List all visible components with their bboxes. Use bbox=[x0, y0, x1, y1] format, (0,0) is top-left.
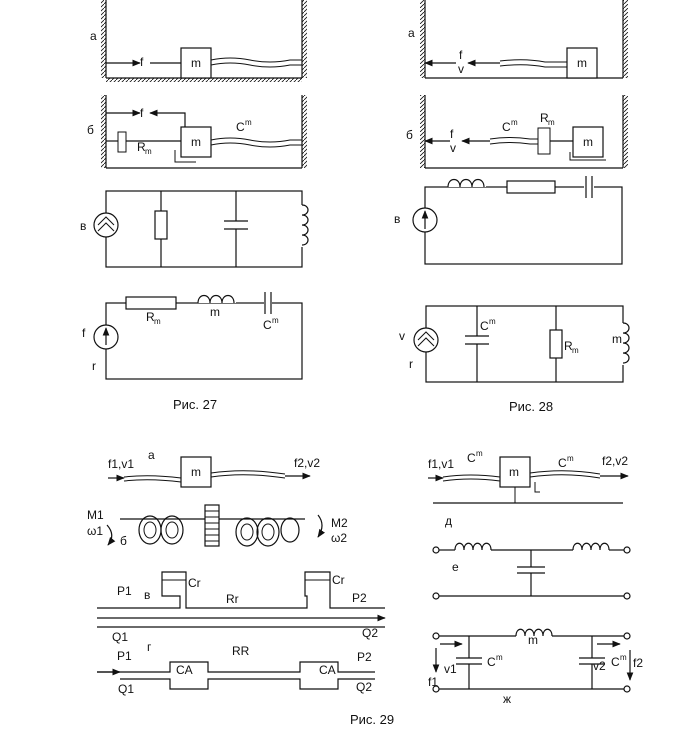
label-f: f bbox=[459, 48, 463, 62]
label-f1: f1 bbox=[428, 675, 439, 689]
label-Rm: R bbox=[540, 111, 549, 125]
resistor bbox=[550, 330, 562, 358]
pipe-bottom bbox=[120, 679, 375, 689]
mass-label: m bbox=[191, 465, 201, 479]
label-a: а bbox=[90, 29, 97, 43]
sub-m: m bbox=[154, 317, 161, 326]
label-M1: M1 bbox=[87, 508, 104, 522]
label-a: а bbox=[148, 448, 155, 462]
label-f2v2: f2,v2 bbox=[294, 456, 321, 470]
sup-m: m bbox=[476, 449, 483, 458]
label-CA: CA bbox=[176, 663, 193, 677]
label-v: v bbox=[458, 62, 464, 76]
mass-label: m bbox=[583, 135, 593, 149]
label-m: m bbox=[612, 332, 622, 346]
label-Rm: R bbox=[564, 339, 573, 353]
label-b: б bbox=[406, 128, 413, 142]
label-b: б bbox=[120, 534, 127, 548]
label-P1: P1 bbox=[117, 584, 132, 598]
label-f: f bbox=[140, 106, 144, 120]
fig28-a bbox=[408, 0, 628, 78]
terminal bbox=[433, 633, 439, 639]
label-b: б bbox=[87, 123, 94, 137]
terminal bbox=[433, 593, 439, 599]
label-Cm: C bbox=[487, 655, 496, 669]
torsion-spring-right bbox=[236, 518, 299, 546]
sub-m: m bbox=[572, 346, 579, 355]
damper bbox=[118, 132, 126, 152]
mass-label: m bbox=[191, 56, 201, 70]
label-f1v1: f1,v1 bbox=[428, 457, 455, 471]
mass-label: m bbox=[577, 56, 587, 70]
sup-m: m bbox=[245, 118, 252, 127]
spring-wire bbox=[124, 476, 181, 482]
spring-wire bbox=[211, 138, 302, 147]
terminal bbox=[433, 547, 439, 553]
torsion-spring-left bbox=[139, 516, 183, 544]
label-e: е bbox=[452, 560, 459, 574]
label-v: в bbox=[80, 219, 87, 233]
label-f: f bbox=[450, 127, 454, 141]
label-Cm: C bbox=[263, 318, 272, 332]
terminal bbox=[624, 547, 630, 553]
sup-m: m bbox=[567, 454, 574, 463]
fig29-left bbox=[87, 448, 385, 696]
label-v: v bbox=[399, 329, 405, 343]
fig28-v bbox=[394, 176, 622, 264]
sup-m: m bbox=[496, 653, 503, 662]
fig28-g bbox=[399, 306, 629, 382]
label-m: m bbox=[528, 633, 538, 647]
wall-right bbox=[302, 0, 307, 78]
label-v: в bbox=[394, 212, 401, 226]
label-m: m bbox=[210, 305, 220, 319]
label-a: а bbox=[408, 26, 415, 40]
label-Cm: C bbox=[467, 451, 476, 465]
label-RR: RR bbox=[232, 644, 250, 658]
spring-wire bbox=[500, 60, 567, 67]
spring-wire bbox=[211, 58, 302, 67]
sub-m: m bbox=[548, 118, 555, 127]
label-Cm: C bbox=[236, 120, 245, 134]
label-CA: CA bbox=[319, 663, 336, 677]
fig27-caption: Рис. 27 bbox=[173, 397, 218, 412]
label-f2: f2 bbox=[633, 656, 644, 670]
fig28-caption: Рис. 28 bbox=[509, 399, 554, 414]
label-w1: ω1 bbox=[87, 524, 104, 538]
label-f2v2: f2,v2 bbox=[602, 454, 629, 468]
label-Cm: C bbox=[611, 655, 620, 669]
fig27-v bbox=[80, 191, 308, 267]
label-w2: ω2 bbox=[331, 531, 348, 545]
label-f1v1: f1,v1 bbox=[108, 457, 135, 471]
label-g: г bbox=[147, 640, 152, 654]
sub-m: m bbox=[145, 147, 152, 156]
fig29-right bbox=[428, 449, 643, 706]
label-v: в bbox=[144, 588, 151, 602]
inductor bbox=[455, 543, 491, 550]
label-Cm: C bbox=[558, 456, 567, 470]
label-zh: ж bbox=[503, 692, 512, 706]
sup-m: m bbox=[489, 317, 496, 326]
label-Q2: Q2 bbox=[356, 680, 373, 694]
label-d: д bbox=[445, 514, 453, 528]
label-v2: v2 bbox=[593, 659, 606, 673]
label-Rm: R bbox=[146, 310, 155, 324]
resistor bbox=[507, 181, 555, 193]
label-Cm: C bbox=[502, 120, 511, 134]
fig27-g bbox=[82, 292, 302, 379]
label-Q1: Q1 bbox=[118, 682, 135, 696]
sup-m: m bbox=[620, 653, 627, 662]
label-v: v bbox=[450, 141, 456, 155]
label-f: f bbox=[140, 55, 144, 69]
wall-left bbox=[101, 0, 106, 78]
label-P2: P2 bbox=[357, 650, 372, 664]
label-f: f bbox=[82, 326, 86, 340]
fig28 bbox=[394, 0, 629, 414]
fig27-b bbox=[87, 95, 307, 168]
fig27 bbox=[80, 0, 308, 412]
mass-label: m bbox=[509, 465, 519, 479]
label-Cr: Cr bbox=[332, 573, 345, 587]
resistor bbox=[126, 297, 176, 309]
label-P1: P1 bbox=[117, 649, 132, 663]
terminal bbox=[624, 593, 630, 599]
resistor bbox=[155, 211, 167, 239]
sup-m: m bbox=[272, 316, 279, 325]
label-M2: M2 bbox=[331, 516, 348, 530]
label-Rm: R bbox=[137, 140, 146, 154]
label-v1: v1 bbox=[444, 662, 457, 676]
label-Rr: Rr bbox=[226, 592, 239, 606]
label-P2: P2 bbox=[352, 591, 367, 605]
label-r: r bbox=[409, 357, 413, 371]
label-Cr: Cr bbox=[188, 576, 201, 590]
label-r: r bbox=[92, 359, 96, 373]
fig28-b bbox=[406, 95, 628, 168]
mass-label: m bbox=[191, 135, 201, 149]
damper bbox=[538, 128, 550, 154]
label-Q2: Q2 bbox=[362, 626, 379, 640]
sup-m: m bbox=[511, 118, 518, 127]
terminal bbox=[624, 633, 630, 639]
terminal bbox=[624, 686, 630, 692]
fig27-a bbox=[90, 0, 307, 82]
label-Cm: C bbox=[480, 319, 489, 333]
inductor bbox=[573, 543, 609, 550]
fig29-caption: Рис. 29 bbox=[350, 712, 395, 727]
label-Q1: Q1 bbox=[112, 630, 129, 644]
